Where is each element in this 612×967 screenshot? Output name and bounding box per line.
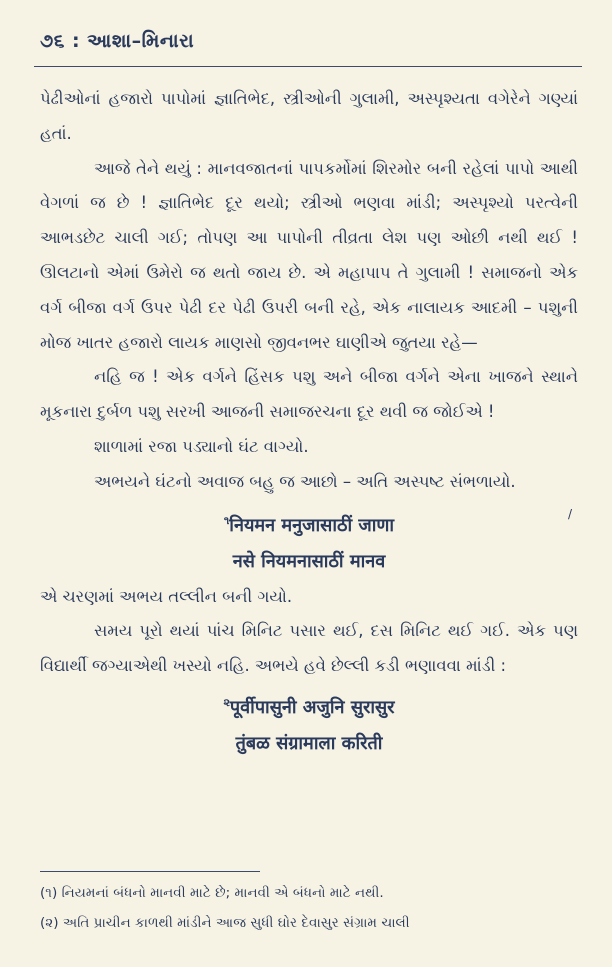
body-text bbox=[40, 82, 578, 762]
footnotes bbox=[40, 878, 585, 938]
running-head: ૭૬ : આશા–મિનારા bbox=[40, 30, 195, 52]
footnote-marker: ૨ bbox=[223, 695, 230, 709]
paragraph: અભયને ઘંટનો અવાજ બહુ જ આછો – અતિ અસ્પષ્ટ સંભળાયો. bbox=[94, 471, 516, 491]
verse-quote-2 bbox=[40, 690, 578, 762]
footnote-marker: ૧ bbox=[223, 513, 230, 527]
paragraph: સમય પૂરો થયાં પાંચ મિનિટ પસાર થઈ, દસ મિનિટ થઈ ગઈ. એક પણ વિદ્યાર્થી જગ્યાએથી ખસ્યો નહિ. અભયે હવે છેલ્લી કડી ભણાવવા માંડી : bbox=[40, 621, 578, 676]
verse-line: तुंबळ संग्रामाला करिती bbox=[235, 732, 383, 754]
footnote: (૧) નિયમનાં બંધનો માનવી માટે છે; માનવી એ બંધનો માટે નથી. bbox=[40, 885, 384, 901]
verse-line: $^૨$पूर्वीपासुनी अजुनि सुरासुर bbox=[223, 695, 395, 718]
footnote: (૨) અતિ પ્રાચીન કાળથી માંડીને આજ સુધી ઘોર દેવાસુર સંગ્રામ ચાલી bbox=[40, 915, 410, 931]
verse-line: $^૧$नियमन मनुजासाठीं जाणा bbox=[223, 513, 395, 536]
paragraph: શાળામાં રજા પડ્યાનો ઘંટ વાગ્યો. bbox=[94, 436, 309, 456]
header-rule bbox=[34, 66, 582, 67]
stray-mark: / bbox=[568, 507, 573, 521]
verse-quote-1 bbox=[40, 508, 578, 580]
paragraph: આજે તેને થયું : માનવજાતનાં પાપકર્મોમાં શિરમોર બની રહેલાં પાપો આથી વેગળાં જ છે ! જ્ઞાતિભેદ દૂર થયો; સ્ત્રીઓ ભણવા માંડી; અસ્પૃશ્યો પરત્વેની આભડછેટ ચાલી ગઈ; તોપણ આ પાપોની તીવ્રતા લેશ પણ ઓછી નથી થઈ ! ઊલટાનો એમાં ઉમેરો જ થતો જાય છે. એ મહાપાપ તે ગુલામી ! સમાજનો એક વર્ગ બીજા વર્ગ ઉપર પેઢી દર પેઢી ઉપરી બની રહે, એક નાલાયક આદમી – પશુની મોજ ખાતર હજારો લાયક માણસો જીવનભર ઘાણીએ જુતયા રહે— bbox=[40, 158, 578, 352]
paragraph: નહિ જ ! એક વર્ગને હિંસક પશુ અને બીજા વર્ગને એના ખાજને સ્થાને મૂકનારા દુર્બળ પશુ સરખી આજની સમાજરચના દૂર થવી જ જોઈએ ! bbox=[40, 367, 578, 422]
footnote-rule bbox=[40, 871, 260, 872]
paragraph: પેઢીઓનાં હજારો પાપોમાં જ્ઞાતિભેદ, સ્ત્રીઓની ગુલામી, અસ્પૃશ્યતા વગેરેને ગણ્યાં હતાં. bbox=[40, 89, 578, 143]
paragraph: એ ચરણમાં અભય તલ્લીન બની ગયો. bbox=[40, 586, 293, 606]
verse-line: नसे नियमनासाठीं मानव bbox=[232, 550, 386, 572]
